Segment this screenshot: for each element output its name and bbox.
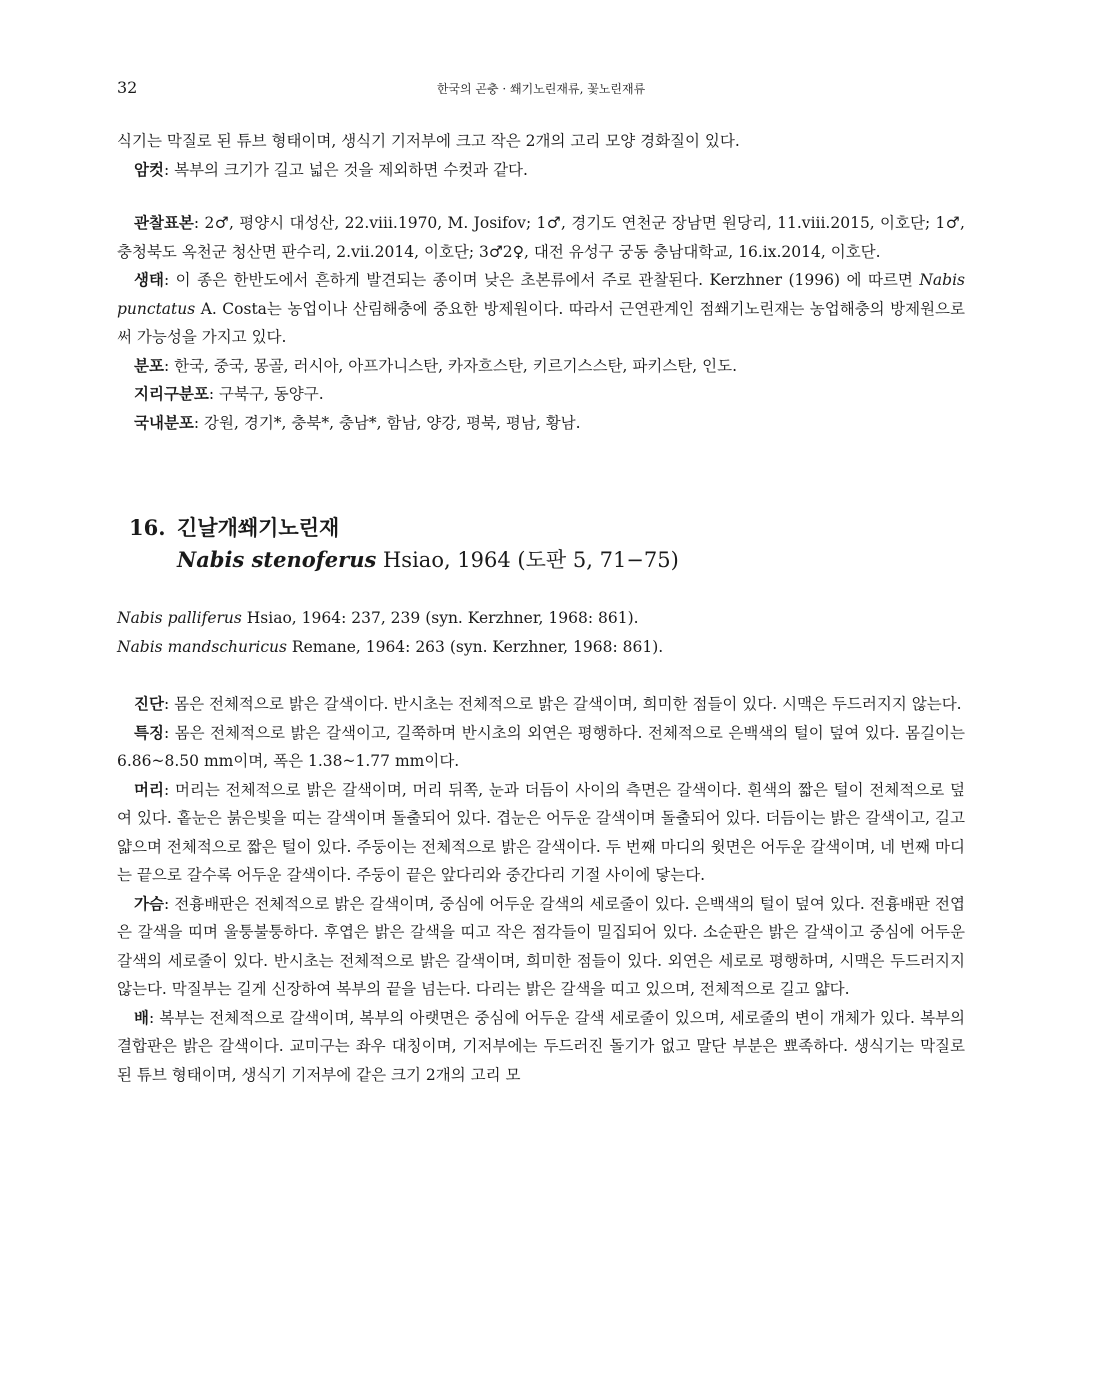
ecology-text: : 이 종은 한반도에서 흔하게 발견되는 종이며 낮은 초본류에서 주로 관찰된다. Kerzhner (1996) 에 따르면 bbox=[163, 271, 920, 289]
synonym-name: Nabis mandschuricus bbox=[117, 638, 287, 656]
ecology-label: 생태 bbox=[134, 270, 164, 289]
spacer bbox=[117, 184, 965, 209]
species-scientific-name: Nabis stenoferus bbox=[177, 547, 377, 572]
species-number: 16. bbox=[129, 515, 166, 540]
synonym-list bbox=[117, 604, 965, 662]
synonym-text: Remane, 1964: 263 (syn. Kerzhner, 1968: 861). bbox=[287, 638, 664, 656]
head-paragraph bbox=[117, 776, 965, 890]
species-heading bbox=[129, 512, 965, 576]
synonym-name: Nabis palliferus bbox=[117, 609, 242, 627]
observed-specimens-paragraph bbox=[117, 209, 965, 266]
diagnosis-label: 진단 bbox=[134, 694, 164, 713]
observed-label: 관찰표본 bbox=[134, 213, 194, 232]
distribution-paragraph bbox=[117, 352, 965, 381]
abdomen-paragraph bbox=[117, 1004, 965, 1090]
thorax-text: : 전흉배판은 전체적으로 밝은 갈색이며, 중심에 어두운 갈색의 세로줄이 있다. 은백색의 털이 덮여 있다. 전흉배판 전엽은 갈색을 띠며 울퉁불퉁하다. 후엽은 밝은 갈색을 띠고 작은 점각들이 밀집되어 있다. 소순판은 밝은 갈색이고 중심에 어두운 갈색의 세로줄이 있다. 반시초는 전체적으로 밝은 갈색이며, 희미한 점들이 있다. 외연은 세로로 평행하며, 시맥은 두드러지지 않는다. 막질부는 길게 신장하여 복부의 끝을 넘는다. 다리는 밝은 갈색을 띠고 있으며, 전체적으로 길고 얇다. bbox=[117, 894, 965, 998]
spacer bbox=[117, 437, 965, 512]
ecology-text-cont: A. Costa는 농업이나 산림해충에 중요한 방제원이다. 따라서 근연관계인 점쐐기노린재는 농업해충의 방제원으로써 가능성을 가지고 있다. bbox=[117, 299, 965, 346]
domestic-distribution-paragraph bbox=[117, 409, 965, 438]
thorax-paragraph bbox=[117, 890, 965, 1004]
distribution-label: 분포 bbox=[134, 355, 164, 375]
spacer bbox=[117, 662, 965, 690]
ecology-species-name: Nabis punctatus bbox=[117, 271, 965, 318]
head-label: 머리 bbox=[134, 779, 164, 799]
synonym-entry bbox=[117, 633, 965, 662]
species-author-plate: Hsiao, 1964 (도판 5, 71−75) bbox=[376, 548, 679, 572]
zoogeography-text: : 구북구, 동양구. bbox=[208, 385, 324, 403]
species-korean-name: 긴날개쐐기노린재 bbox=[177, 515, 340, 540]
diagnosis-text: : 몸은 전체적으로 밝은 갈색이다. 반시초는 전체적으로 밝은 갈색이며, 희미한 점들이 있다. 시맥은 두드러지지 않는다. bbox=[163, 695, 962, 713]
thorax-label: 가슴 bbox=[134, 893, 164, 913]
running-title: 한국의 곤충 · 쐐기노린재류, 꽃노린재류 bbox=[436, 82, 646, 96]
synonym-entry bbox=[117, 604, 965, 633]
female-label: 암컷 bbox=[134, 159, 164, 179]
features-text: : 몸은 전체적으로 밝은 갈색이고, 길쭉하며 반시초의 외연은 평행하다. 전체적으로 은백색의 털이 덮여 있다. 몸길이는 6.86~8.50 mm이며, 폭은 1.38~1.77 mm이다. bbox=[117, 723, 965, 770]
page-body bbox=[117, 127, 965, 1089]
female-paragraph bbox=[117, 156, 965, 185]
abdomen-text: : 복부는 전체적으로 갈색이며, 복부의 아랫면은 중심에 어두운 갈색 세로줄이 있으며, 세로줄의 변이 개체가 있다. 복부의 결합판은 밝은 갈색이다. 교미구는 좌우 대칭이며, 기저부에는 두드러진 돌기가 없고 말단 부분은 뾰족하다. 생식기는 막질로 된 튜브 형태이며, 생식기 기저부에 같은 크기 2개의 고리 모 bbox=[117, 1008, 965, 1084]
features-label: 특징 bbox=[134, 722, 164, 742]
domestic-label: 국내분포 bbox=[134, 412, 194, 432]
domestic-text: : 강원, 경기*, 충북*, 충남*, 함남, 양강, 평북, 평남, 황남. bbox=[193, 413, 581, 432]
page-header bbox=[117, 78, 965, 100]
ecology-paragraph bbox=[117, 266, 965, 352]
synonym-text: Hsiao, 1964: 237, 239 (syn. Kerzhner, 1968: 861). bbox=[241, 609, 639, 627]
female-text: : 복부의 크기가 길고 넓은 것을 제외하면 수컷과 같다. bbox=[163, 160, 528, 179]
spacer bbox=[117, 576, 965, 604]
observed-text: : 2♂, 평양시 대성산, 22.viii.1970, M. Josifov; 1♂, 경기도 연천군 장남면 원당리, 11.viii.2015, 이호단; 1♂, 충청북도 옥천군 청산면 판수리, 2.vii.2014, 이호단; 3♂2♀, 대전 유성구 궁동 충남대학교, 16.ix.2014, 이호단. bbox=[117, 214, 965, 261]
zoogeography-label: 지리구분포 bbox=[134, 384, 209, 403]
head-text: : 머리는 전체적으로 밝은 갈색이며, 머리 뒤쪽, 눈과 더듬이 사이의 측면은 갈색이다. 흰색의 짧은 털이 전체적으로 덮여 있다. 홑눈은 붉은빛을 띠는 갈색이며 돌출되어 있다. 겹눈은 어두운 갈색이며 돌출되어 있다. 더듬이는 밝은 갈색이고, 길고 얇으며 전체적으로 짧은 털이 있다. 주둥이는 전체적으로 밝은 갈색이다. 두 번째 마디의 윗면은 어두운 갈색이며, 네 번째 마디는 끝으로 갈수록 어두운 갈색이다. 주둥이 끝은 앞다리와 중간다리 기절 사이에 닿는다. bbox=[117, 780, 965, 884]
abdomen-label: 배 bbox=[134, 1007, 149, 1027]
diagnosis-paragraph bbox=[117, 690, 965, 719]
distribution-text: : 한국, 중국, 몽골, 러시아, 아프가니스탄, 카자흐스탄, 키르기스스탄, 파키스탄, 인도. bbox=[163, 356, 737, 375]
zoogeography-paragraph bbox=[117, 380, 965, 409]
page-number: 32 bbox=[117, 78, 138, 97]
continuation-paragraph: 식기는 막질로 된 튜브 형태이며, 생식기 기저부에 크고 작은 2개의 고리 모양 경화질이 있다. bbox=[117, 132, 740, 150]
features-paragraph bbox=[117, 719, 965, 776]
